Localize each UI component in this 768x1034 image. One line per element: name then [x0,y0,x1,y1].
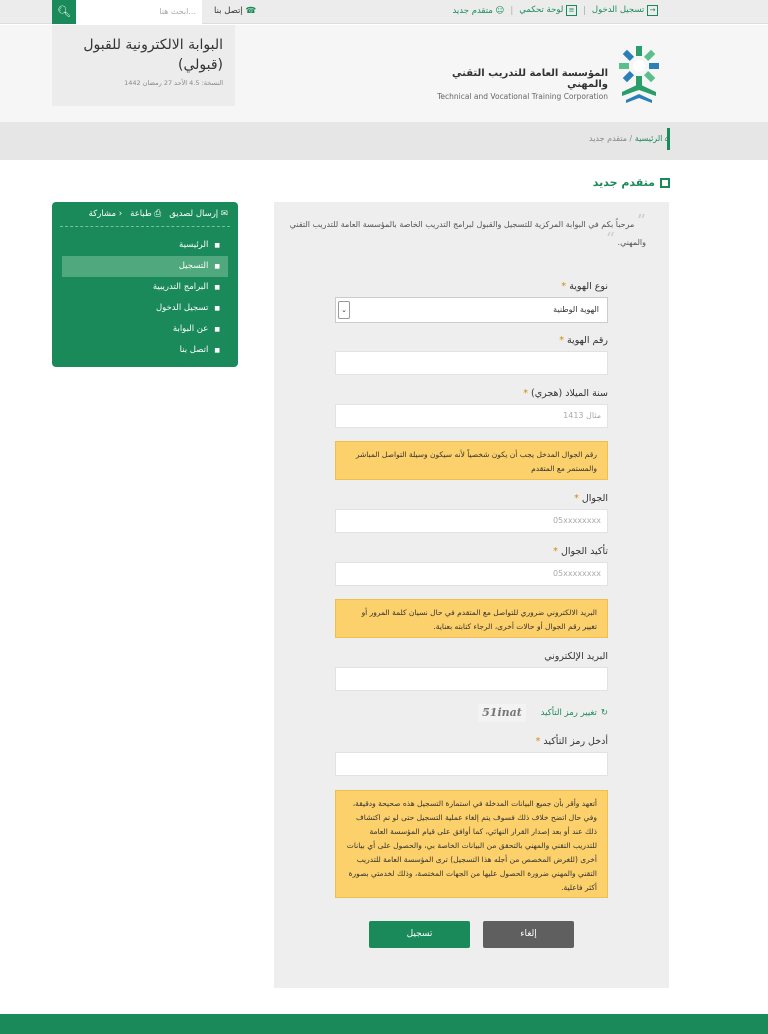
divider: | [510,5,514,16]
org-name [418,68,608,101]
captcha-input-label [536,736,608,747]
login-link[interactable] [592,5,658,16]
quote-open-icon: ” [636,211,646,232]
search-input[interactable]: ابحث هنا... [76,0,202,24]
required-mark: * [559,335,564,346]
id-number-label-text: رقم الهوية [566,335,608,346]
cancel-button[interactable]: إلغاء [483,921,574,948]
contact-label: إتصل بنا [214,6,243,16]
sidebar-item-home[interactable]: ■ الرئيسية [62,235,228,256]
birth-year-label [523,388,608,399]
id-type-label [561,281,608,292]
id-type-select[interactable] [335,297,608,323]
sidebar-item-contact[interactable]: ■ اتصل بنا [62,340,228,361]
breadcrumb-current: متقدم جديد [589,134,628,143]
captcha-refresh-button[interactable] [541,708,608,718]
user-plus-icon: ☺ [495,5,505,16]
birth-year-label-text: سنة الميلاد (هجري) [531,388,608,399]
birth-year-input[interactable]: مثال 1413 [335,404,608,428]
org-name-ar: المؤسسة العامة للتدريب التقني والمهني [452,68,608,90]
captcha-refresh-label: تغيير رمز التأكيد [540,708,597,718]
tvtc-logo-icon[interactable] [612,44,666,106]
submit-button[interactable]: تسجيل [369,921,470,948]
print-label: طباعة [130,209,152,219]
printer-icon: ⎙ [154,209,162,219]
dashboard-icon: ≡ [566,5,577,16]
mobile-label [574,493,608,504]
phone-icon: ☎ [245,6,257,16]
required-mark: * [574,493,579,504]
contact-link[interactable] [214,6,256,16]
org-name-en: Technical and Vocational Training Corporation [437,92,608,101]
share-button[interactable] [89,209,123,219]
required-mark: * [561,281,567,292]
new-applicant-link[interactable] [452,6,504,16]
required-mark: * [553,546,558,557]
side-divider [60,226,230,227]
required-mark: * [535,736,541,747]
search-button[interactable] [52,0,76,24]
home-icon: ⌂ [664,134,670,143]
email-label-text: البريد الإلكتروني [544,651,608,662]
sidebar-item-about[interactable]: ■ عن البوابة [62,319,228,340]
share-icon: ‹ [118,209,123,219]
portal-subtitle: (قبولي) [177,57,223,73]
sidebar-item-login[interactable]: ■ تسجيل الدخول [62,298,228,319]
mobile-label-text: الجوال [581,493,608,504]
email-input[interactable] [335,667,608,691]
footer [0,1014,768,1034]
login-label: تسجيل الدخول [591,5,645,15]
send-to-friend-button[interactable] [169,209,228,219]
new-applicant-label: متقدم جديد [452,5,493,16]
mobile-input[interactable]: 05xxxxxxxx [335,509,608,533]
email-label [544,651,608,662]
sidebar-item-registration[interactable]: ■ التسجيل [62,256,228,277]
print-button[interactable] [130,209,161,219]
sidebar-item-programs[interactable]: ■ البرامج التدريبية [62,277,228,298]
dashboard-link[interactable] [519,5,577,16]
id-number-label [559,335,608,346]
portal-title: البوابة الالكترونية للقبول [83,37,223,53]
mobile-confirm-label [553,546,608,557]
email-note: البريد الالكتروني ضروري للتواصل مع المتقدم في حال نسيان كلمة المرور أو تغيير رقم الجوال أو حالات أخرى، الرجاء كتابته بعناية. [335,599,608,638]
page-title [593,176,670,189]
id-type-value: الهوية الوطنية [553,305,599,314]
page-title-text: متقدم جديد [592,176,655,189]
dashboard-label: لوحة تحكمي [519,5,564,15]
mobile-note: رقم الجوال المدخل يجب أن يكون شخصياً لأنه سيكون وسيلة التواصل المباشر والمستمر مع المتقدم [335,441,608,480]
side-menu [52,202,238,367]
quote-close-icon: “ [605,229,615,250]
captcha-input-label-text: أدخل رمز التأكيد [543,736,608,747]
portal-title-box [52,25,235,106]
welcome-message: مرحباً بكم في البوابة المركزية للتسجيل والقبول لبرامج التدريب الخاصة بالمؤسسة العامة للتدريب التقني والمهني. [289,220,646,247]
welcome-text [284,211,646,250]
mobile-confirm-input[interactable]: 05xxxxxxxx [335,562,608,586]
mail-icon: ✉ [220,209,228,219]
id-type-label-text: نوع الهوية [569,281,608,292]
pledge-note: أتعهد وأقر بأن جميع البيانات المدخلة في استمارة التسجيل هذه صحيحة ودقيقة، وفي حال اتضح خلاف ذلك فسوف يتم إلغاء عملية التسجيل حتى لو تم اكتشاف ذلك عند أو بعد إصدار القرار النهائي، كما أوافق على قيام المؤسسة العامة للتدريب التقني والمهني بالتحقق من البيانات الخاصة بي، والحصول على أي بيانات أخرى (للغرض المخصص من أجله هذا التسجيل) ترى المؤسسة العامة للتدريب التقني والمهني ضرورة الحصول عليها من الجهات المختصة، وذلك لخدمتي بصورة أكثر فاعلية. [335,790,608,898]
login-icon: → [647,5,658,16]
breadcrumb-home[interactable]: الرئيسية [634,134,663,143]
captcha-image: 51inat [478,704,526,722]
id-number-input[interactable] [335,351,608,375]
search-icon: 🔍︎ [57,5,71,18]
divider: | [583,5,586,16]
required-mark: * [523,388,528,399]
chevron-down-icon: ⌄ [338,301,350,319]
side-tools [89,209,228,219]
breadcrumb-separator: / [627,134,633,143]
portal-version: النسخة: 4.5 الأحد 27 رمضان 1442 [124,79,223,87]
square-icon [660,178,670,188]
send-label: إرسال لصديق [169,209,219,219]
breadcrumb [589,134,670,143]
top-links [452,5,658,16]
share-label: مشاركة [88,209,117,219]
mobile-confirm-label-text: تأكيد الجوال [560,546,608,557]
side-menu-list [62,235,228,361]
captcha-input[interactable] [335,752,608,776]
refresh-icon: ↻ [600,708,608,718]
